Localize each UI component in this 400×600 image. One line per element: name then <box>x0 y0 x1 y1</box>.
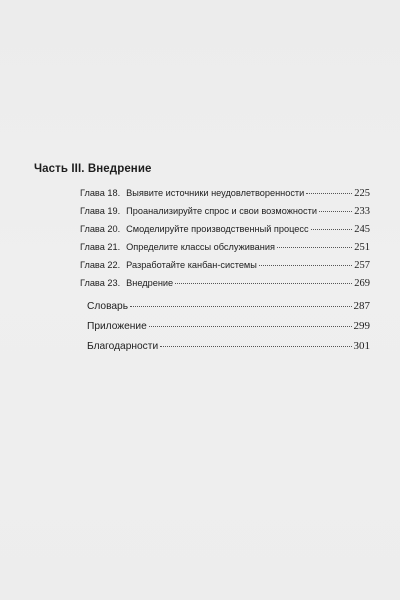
toc-entry-label <box>80 241 275 253</box>
chapter-title: Проанализируйте спрос и свои возможности <box>126 206 317 216</box>
dot-leader <box>277 247 352 248</box>
dot-leader <box>175 283 352 284</box>
toc-entry-chapter-19 <box>80 205 370 218</box>
chapter-title: Внедрение <box>126 278 174 288</box>
toc-entry-label: Приложение <box>87 321 147 332</box>
page-number: 251 <box>354 242 370 253</box>
toc-entry-chapter-23 <box>80 277 370 290</box>
dot-leader <box>319 211 352 212</box>
chapter-title: Определите классы обслуживания <box>126 242 275 252</box>
page-number: 233 <box>354 206 370 217</box>
toc-entry-label <box>80 277 173 289</box>
dot-leader <box>130 306 351 307</box>
toc-entry-label: Словарь <box>87 301 129 312</box>
page-number: 287 <box>353 300 370 312</box>
page-number: 245 <box>354 224 370 235</box>
toc-entry-label <box>80 223 309 235</box>
toc-entry-appendix <box>87 320 370 333</box>
toc-entry-label <box>80 259 257 271</box>
page-number: 257 <box>354 260 370 271</box>
page-number: 301 <box>353 340 370 352</box>
chapter-number: Глава 18. <box>80 188 121 198</box>
page-number: 299 <box>353 320 370 332</box>
chapter-title: Разработайте канбан-системы <box>126 260 257 270</box>
toc-entry-acknowledgements <box>87 340 370 353</box>
dot-leader <box>306 193 352 194</box>
chapter-title: Смоделируйте производственный процесс <box>126 224 309 234</box>
dot-leader <box>160 346 351 347</box>
toc-entry-glossary <box>87 300 370 313</box>
chapter-number: Глава 20. <box>80 224 121 234</box>
toc-entry-label <box>80 187 304 199</box>
chapter-number: Глава 21. <box>80 242 121 252</box>
toc-entry-label: Благодарности <box>87 341 159 352</box>
dot-leader <box>149 326 352 327</box>
toc-entry-chapter-21 <box>80 241 370 254</box>
chapter-number: Глава 22. <box>80 260 121 270</box>
toc-entry-label <box>80 205 317 217</box>
toc-entry-chapter-18 <box>80 187 370 200</box>
chapter-number: Глава 23. <box>80 278 121 288</box>
page-number: 225 <box>354 188 370 199</box>
chapter-number: Глава 19. <box>80 206 121 216</box>
page-number: 269 <box>354 278 370 289</box>
toc-entry-chapter-22 <box>80 259 370 272</box>
dot-leader <box>311 229 353 230</box>
chapter-title: Выявите источники неудовлетворенности <box>126 188 305 198</box>
part-heading: Часть III. Внедрение <box>34 163 152 175</box>
dot-leader <box>259 265 352 266</box>
toc-entry-chapter-20 <box>80 223 370 236</box>
